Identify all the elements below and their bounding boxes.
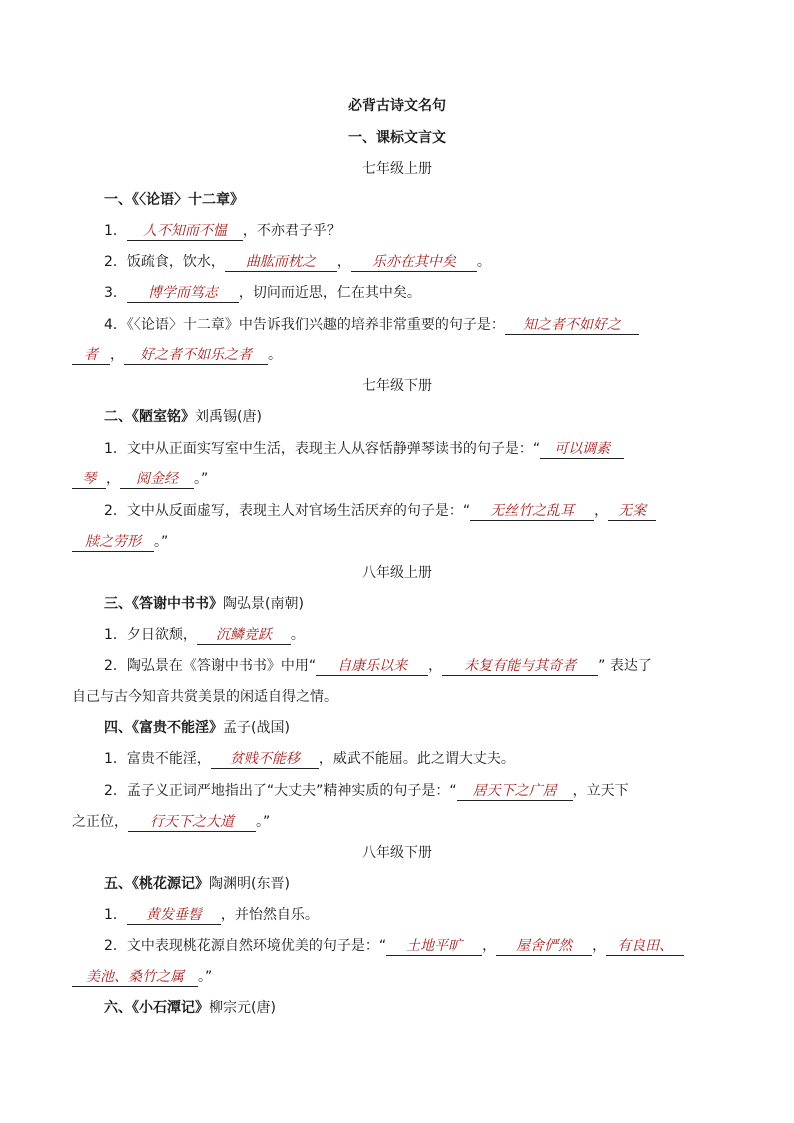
question-2-2 xyxy=(104,501,724,521)
question-1-2 xyxy=(104,252,724,272)
question-number: 3． xyxy=(104,285,127,301)
section-author: 陶弘景(南朝) xyxy=(223,596,304,612)
grade-heading-7-2: 七年级下册 xyxy=(362,378,432,394)
section-heading-4 xyxy=(104,718,756,738)
question-text: 2．文中表现桃花源自然环境优美的句子是：“ xyxy=(104,938,387,954)
question-text: ” 表达了 xyxy=(598,658,652,674)
question-text: 1．富贵不能淫， xyxy=(104,751,211,767)
separator: ， xyxy=(428,658,443,674)
question-text: ，并怡然自乐。 xyxy=(220,907,319,923)
question-4-2-cont xyxy=(72,812,724,832)
question-number: 1． xyxy=(104,223,127,239)
question-2-2-cont xyxy=(72,532,724,552)
question-1-1 xyxy=(104,221,724,241)
answer-blank: 无丝竹之乱耳 xyxy=(470,502,594,521)
answer-blank: 阅金经 xyxy=(120,470,194,489)
grade-heading-7-1: 七年级上册 xyxy=(362,161,432,177)
answer-blank: 者 xyxy=(72,346,110,365)
section-title: 五、《桃花源记》 xyxy=(104,876,209,892)
section-author: 柳宗元(唐) xyxy=(209,1000,276,1016)
question-text: 2．孟子义正词严地指出了“大丈夫”精神实质的句子是：“ xyxy=(104,783,457,799)
question-text: 4．《〈论语〉十二章》中告诉我们兴趣的培养非常重要的句子是： xyxy=(104,317,505,333)
answer-blank: 自康乐以来 xyxy=(316,657,428,676)
question-text: 1．夕日欲颓， xyxy=(104,627,197,643)
answer-blank: 美池、桑竹之属 xyxy=(72,968,198,987)
separator: ， xyxy=(106,471,120,487)
question-5-2-cont xyxy=(72,967,724,987)
section-heading-2 xyxy=(104,407,756,427)
answer-blank: 居天下之广居 xyxy=(457,782,573,801)
question-text: 。 xyxy=(476,254,491,270)
question-text: 。 xyxy=(268,347,282,363)
section-heading-5 xyxy=(104,874,756,894)
answer-blank: 屋舍俨然 xyxy=(496,937,592,956)
question-text: 。” xyxy=(194,471,209,487)
section-heading-1: 一、《〈论语〉十二章》 xyxy=(104,192,244,208)
answer-blank: 贫贱不能移 xyxy=(211,750,319,769)
answer-blank: 无案 xyxy=(608,502,656,521)
question-1-4-cont xyxy=(72,345,724,365)
answer-blank: 琴 xyxy=(72,470,106,489)
doc-title: 必背古诗文名句 xyxy=(348,98,446,114)
question-number: 1． xyxy=(104,907,127,923)
answer-blank: 沉鳞竞跃 xyxy=(197,626,291,645)
question-text: 。” xyxy=(256,814,271,830)
section-title: 三、《答谢中书书》 xyxy=(104,596,223,612)
separator: ， xyxy=(594,503,609,519)
question-text: 2．文中从反面虚写，表现主人对官场生活厌弃的句子是：“ xyxy=(104,503,471,519)
answer-blank: 人不知而不愠 xyxy=(127,222,243,241)
answer-blank: 行天下之大道 xyxy=(128,813,256,832)
answer-blank: 牍之劳形 xyxy=(72,533,154,552)
question-1-4 xyxy=(104,315,724,335)
separator: ， xyxy=(336,254,351,270)
section-author: 陶渊明(东晋) xyxy=(209,876,290,892)
answer-blank: 博学而笃志 xyxy=(127,284,239,303)
section-author: 孟子(战国) xyxy=(223,720,290,736)
part-heading: 一、课标文言文 xyxy=(348,130,446,146)
question-text: ，立天下 xyxy=(572,783,629,799)
question-2-1-cont xyxy=(72,469,724,489)
question-1-3 xyxy=(104,283,724,303)
answer-blank: 曲肱而枕之 xyxy=(225,253,337,272)
section-title: 四、《富贵不能淫》 xyxy=(104,720,223,736)
answer-blank: 有良田、 xyxy=(606,937,684,956)
question-text: 1．文中从正面实写室中生活，表现主人从容恬静弹琴读书的句子是：“ xyxy=(104,441,541,457)
question-2-1 xyxy=(104,439,724,459)
separator: ， xyxy=(110,347,124,363)
answer-blank: 好之者不如乐之者 xyxy=(124,346,268,365)
question-3-2-cont: 自己与古今知音共赏美景的闲适自得之情。 xyxy=(72,689,338,705)
question-text: 。 xyxy=(290,627,305,643)
answer-blank: 未复有能与其奇者 xyxy=(442,657,598,676)
question-5-2 xyxy=(104,936,724,956)
section-title: 二、《陋室铭》 xyxy=(104,409,195,425)
separator: ， xyxy=(482,938,497,954)
question-5-1 xyxy=(104,905,724,925)
answer-blank: 黄发垂髫 xyxy=(127,906,221,925)
answer-blank: 乐亦在其中矣 xyxy=(351,253,477,272)
answer-blank: 可以调素 xyxy=(540,440,624,459)
separator: ， xyxy=(592,938,607,954)
question-3-1 xyxy=(104,625,724,645)
question-4-2 xyxy=(104,781,724,801)
question-text: 。” xyxy=(154,534,169,550)
grade-heading-8-2: 八年级下册 xyxy=(362,845,432,861)
question-text: ，威武不能屈。此之谓大丈夫。 xyxy=(318,751,515,767)
answer-blank: 知之者不如好之 xyxy=(505,316,639,335)
section-author: 刘禹锡(唐) xyxy=(195,409,262,425)
section-title: 六、《小石潭记》 xyxy=(104,1000,209,1016)
question-4-1 xyxy=(104,749,724,769)
question-text: ，不亦君子乎？ xyxy=(242,223,341,239)
question-text: 之正位， xyxy=(72,814,128,830)
answer-blank: 土地平旷 xyxy=(386,937,482,956)
question-text: 2．陶弘景在《答谢中书书》中用“ xyxy=(104,658,317,674)
grade-heading-8-1: 八年级上册 xyxy=(362,565,432,581)
section-heading-6 xyxy=(104,998,756,1018)
question-3-2 xyxy=(104,656,724,676)
question-text: 2．饭疏食，饮水， xyxy=(104,254,225,270)
question-text: ，切问而近思，仁在其中矣。 xyxy=(238,285,421,301)
section-heading-3 xyxy=(104,594,756,614)
question-text: 。” xyxy=(198,969,213,985)
